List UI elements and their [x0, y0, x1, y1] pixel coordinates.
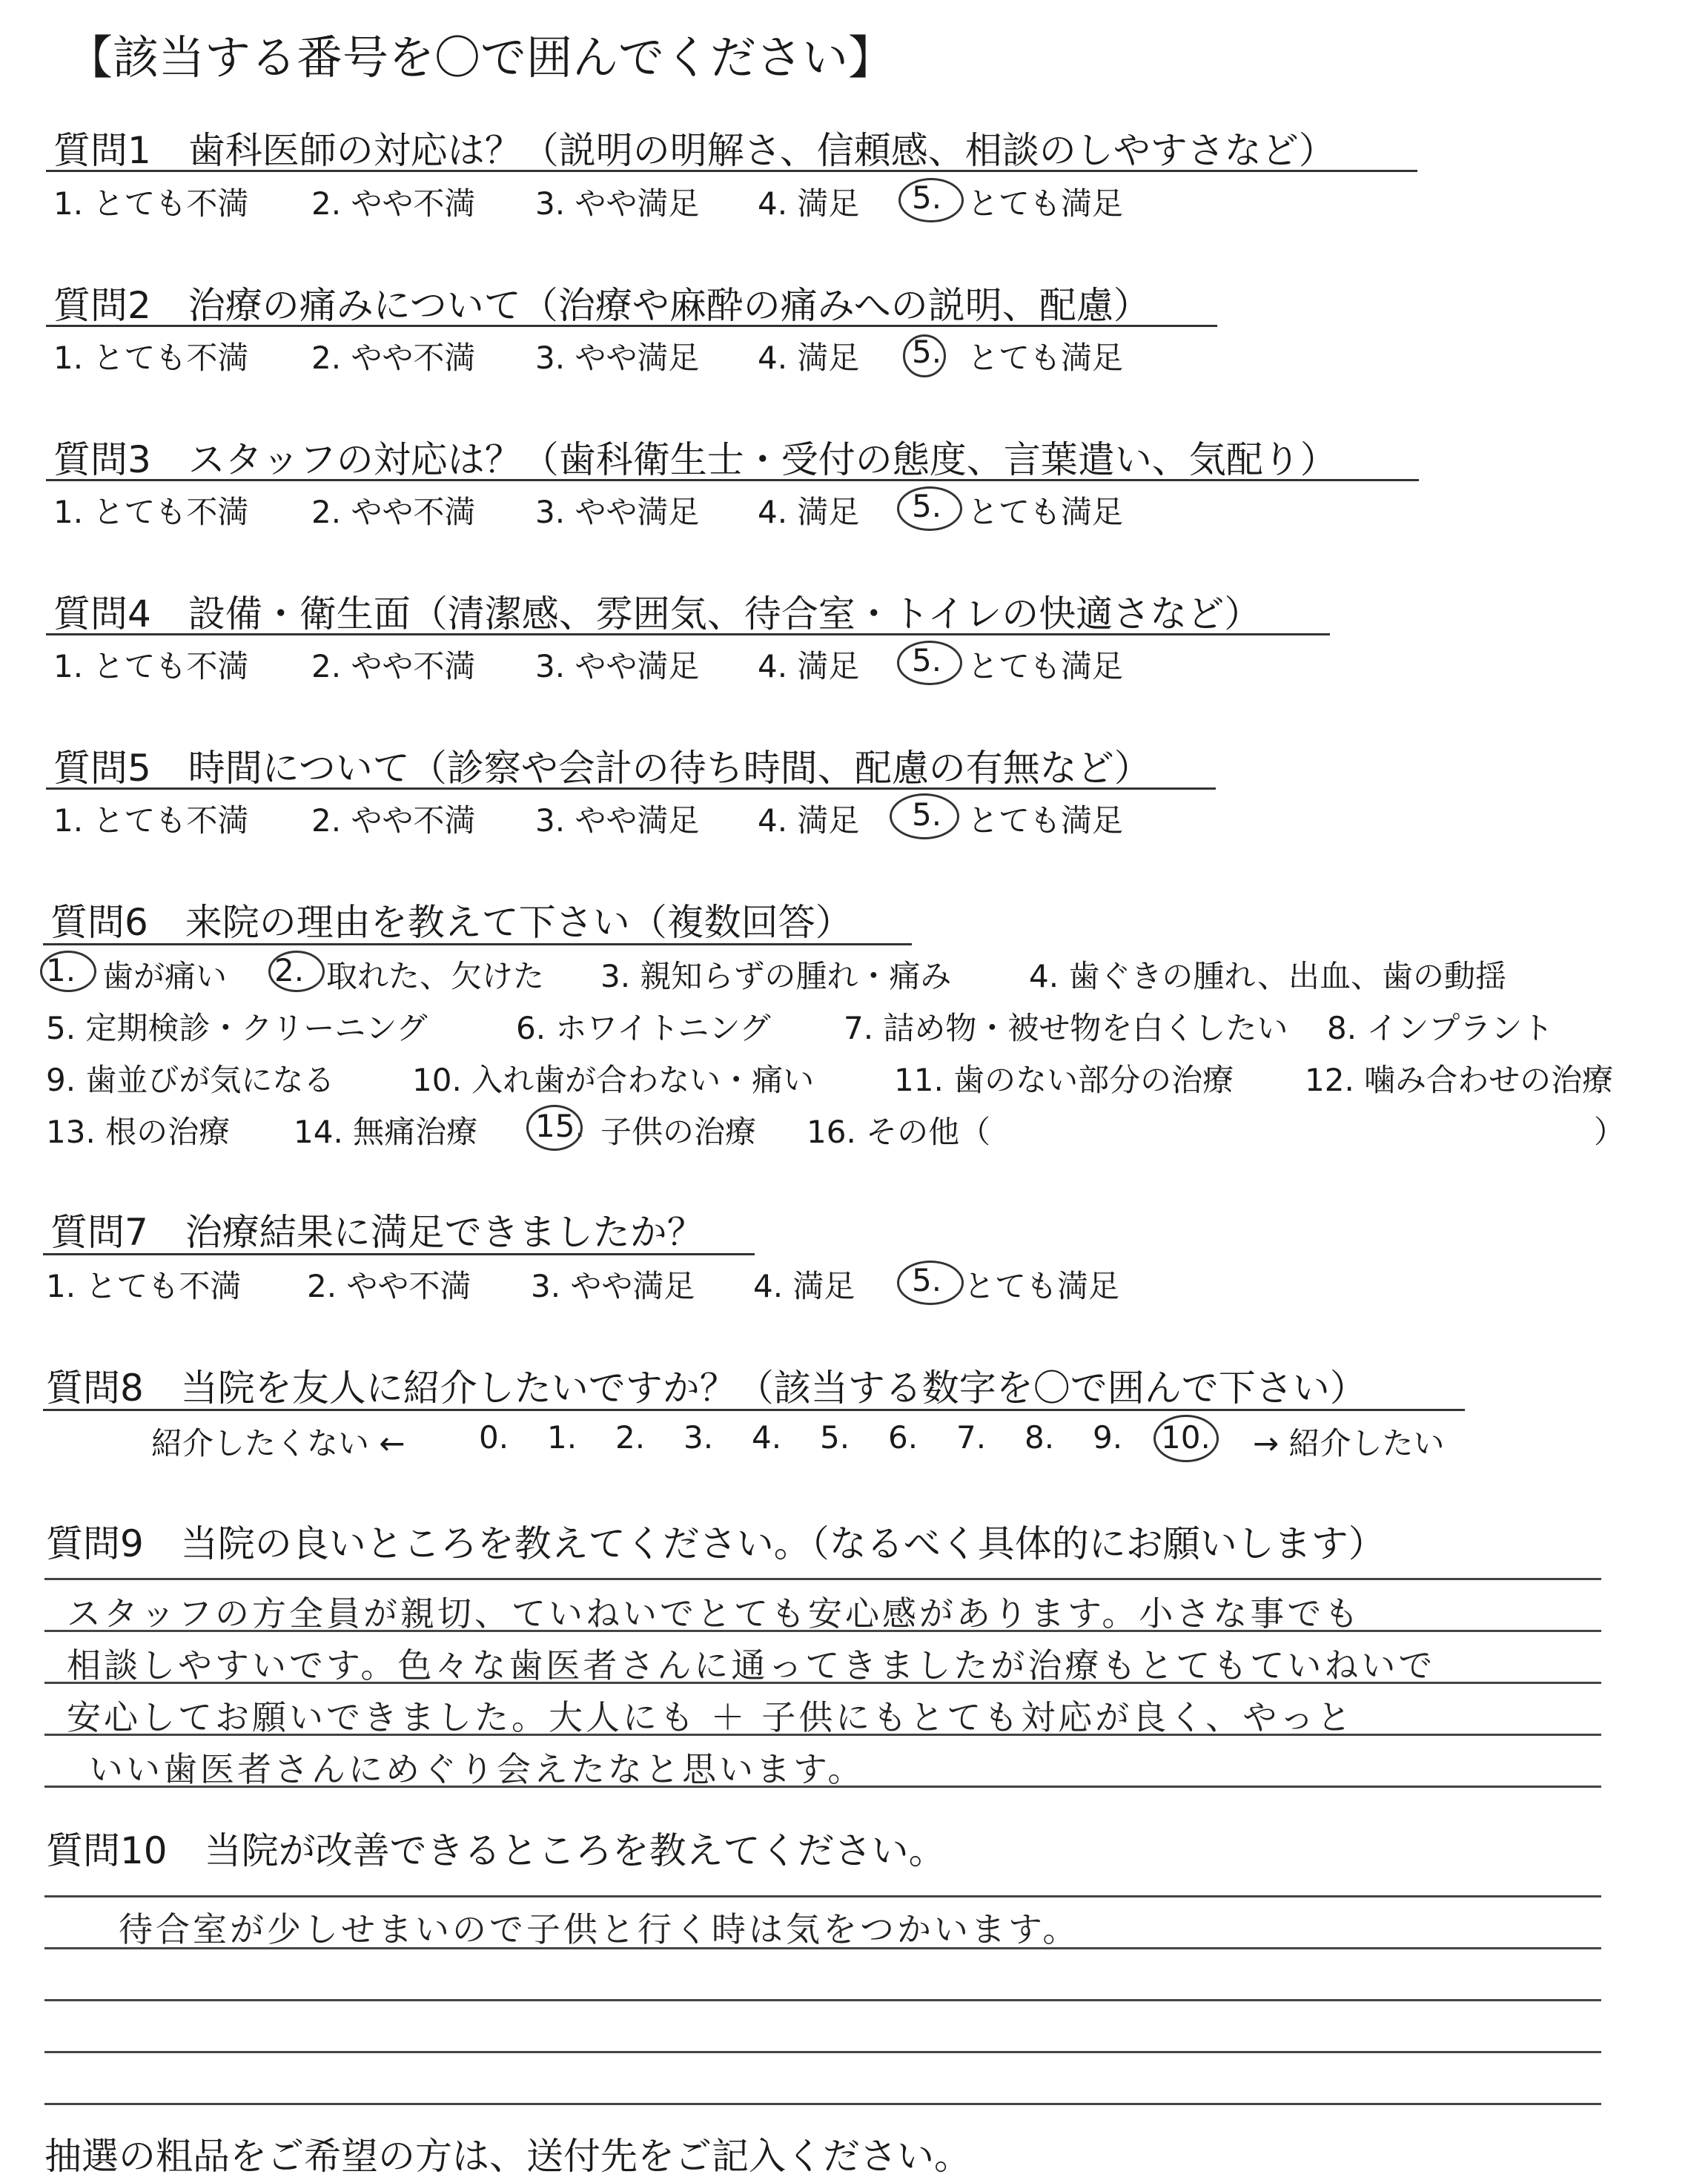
q6-option-11[interactable]: 11. 歯のない部分の治療	[894, 1062, 1234, 1098]
q1-option-2[interactable]: 2. やや不満	[311, 185, 476, 222]
q9-answer-rule-1	[44, 1578, 1601, 1580]
q8-number-6[interactable]: 6.	[888, 1419, 918, 1456]
q7-option-1[interactable]: 1. とても不満	[46, 1268, 242, 1304]
q2-option-5[interactable]: 5.	[912, 334, 942, 370]
q6-option-9[interactable]: 9. 歯並びが気になる	[46, 1062, 335, 1098]
q2-option-2[interactable]: 2. やや不満	[311, 340, 476, 376]
q6-option-16-close: ）	[1594, 1114, 1626, 1150]
q6-option-5[interactable]: 5. 定期検診・クリーニング	[46, 1010, 428, 1046]
q2-option-5-label: とても満足	[967, 340, 1124, 376]
q6-option-14[interactable]: 14. 無痛治療	[294, 1114, 478, 1150]
q6-option-2[interactable]: 2.	[274, 952, 305, 988]
q6-option-1[interactable]: 1.	[46, 952, 76, 988]
q6-selected-circle-2	[268, 951, 325, 992]
question-5-title: 質問5 時間について（診察や会計の待ち時間、配慮の有無など）	[53, 747, 1151, 790]
question-3-title: 質問3 スタッフの対応は？（歯科衛生士・受付の態度、言葉遣い、気配り）	[53, 438, 1337, 481]
q5-option-5-label: とても満足	[967, 802, 1124, 839]
q3-option-2[interactable]: 2. やや不満	[311, 494, 476, 530]
q10-answer-rule-5	[44, 2103, 1601, 2105]
q3-selected-circle	[897, 486, 962, 531]
q6-selected-circle-1	[40, 951, 96, 992]
q6-option-15-label: 子供の治療	[600, 1114, 757, 1150]
q7-option-3[interactable]: 3. やや満足	[531, 1268, 695, 1304]
q2-selected-circle	[903, 334, 946, 377]
q3-option-1[interactable]: 1. とても不満	[53, 494, 249, 530]
question-4-underline	[46, 633, 1330, 635]
q6-option-1-label: 歯が痛い	[102, 958, 228, 994]
q6-option-7[interactable]: 7. 詰め物・被せ物を白くしたい	[844, 1010, 1288, 1046]
q4-selected-circle	[897, 641, 962, 685]
q4-option-5[interactable]: 5.	[912, 642, 942, 678]
form-title: 【該当する番号を〇で囲んでください】	[67, 30, 895, 85]
q10-answer-rule-1	[44, 1895, 1601, 1897]
q7-option-2[interactable]: 2. やや不満	[307, 1268, 471, 1304]
q9-answer-line-4[interactable]: いい歯医者さんにめぐり会えたなと思います。	[89, 1749, 865, 1789]
q3-option-5[interactable]: 5.	[912, 488, 942, 524]
question-7-title: 質問7 治療結果に満足できましたか？	[50, 1211, 704, 1254]
question-2-underline	[46, 325, 1217, 327]
footer-text: 抽選の粗品をご希望の方は、送付先をご記入ください。	[44, 2135, 971, 2178]
q8-number-7[interactable]: 7.	[956, 1419, 987, 1456]
q6-option-10[interactable]: 10. 入れ歯が合わない・痛い	[412, 1062, 815, 1098]
question-5-underline	[46, 787, 1216, 790]
q8-number-3[interactable]: 3.	[683, 1419, 714, 1456]
q10-answer-rule-4	[44, 2051, 1601, 2053]
question-2-title: 質問2 治療の痛みについて（治療や麻酔の痛みへの説明、配慮）	[53, 284, 1151, 327]
q3-option-4[interactable]: 4. 満足	[758, 494, 860, 530]
q7-selected-circle	[897, 1261, 964, 1305]
q1-option-5-label: とても満足	[967, 185, 1124, 222]
q7-option-4[interactable]: 4. 満足	[753, 1268, 855, 1304]
q6-option-3[interactable]: 3. 親知らずの腫れ・痛み	[600, 958, 952, 994]
q1-option-3[interactable]: 3. やや満足	[535, 185, 700, 222]
question-10-title: 質問10 当院が改善できるところを教えてください。	[46, 1829, 946, 1872]
q9-answer-line-2[interactable]: 相談しやすいです。色々な歯医者さんに通ってきましたが治療もとてもていねいで	[67, 1645, 1436, 1685]
q8-number-2[interactable]: 2.	[615, 1419, 646, 1456]
q5-option-1[interactable]: 1. とても不満	[53, 802, 249, 839]
q6-option-8[interactable]: 8. インプラント	[1327, 1010, 1554, 1046]
q2-option-3[interactable]: 3. やや満足	[535, 340, 700, 376]
question-1-underline	[46, 170, 1417, 172]
q8-right-label: → 紹介したい	[1253, 1425, 1445, 1461]
q6-option-4[interactable]: 4. 歯ぐきの腫れ、出血、歯の動揺	[1029, 958, 1506, 994]
question-6-title: 質問6 来院の理由を教えて下さい（複数回答）	[50, 901, 853, 944]
q1-option-5[interactable]: 5.	[912, 179, 942, 216]
q10-answer-line-1[interactable]: 待合室が少しせまいので子供と行く時は気をつかいます。	[119, 1909, 1080, 1949]
q7-option-5-label: とても満足	[964, 1268, 1120, 1304]
question-9-title: 質問9 当院の良いところを教えてください。（なるべく具体的にお願いします）	[46, 1522, 1386, 1565]
question-6-underline	[43, 943, 912, 945]
q8-number-8[interactable]: 8.	[1025, 1419, 1055, 1456]
q6-option-6[interactable]: 6. ホワイトニング	[516, 1010, 771, 1046]
q4-option-4[interactable]: 4. 満足	[758, 648, 860, 684]
q1-selected-circle	[898, 178, 964, 222]
q5-option-2[interactable]: 2. やや不満	[311, 802, 476, 839]
q1-option-4[interactable]: 4. 満足	[758, 185, 860, 222]
q9-answer-line-3[interactable]: 安心してお願いできました。大人にも ＋ 子供にもとても対応が良く、やっと	[67, 1697, 1354, 1737]
q5-selected-circle	[890, 793, 959, 839]
q6-option-2-label: 取れた、欠けた	[326, 958, 545, 994]
q8-left-label: 紹介したくない ←	[151, 1425, 406, 1461]
q5-option-5[interactable]: 5.	[912, 796, 942, 833]
question-4-title: 質問4 設備・衛生面（清潔感、雰囲気、待合室・トイレの快適さなど）	[53, 592, 1262, 635]
q6-option-16[interactable]: 16. その他（	[807, 1114, 991, 1150]
q6-option-13[interactable]: 13. 根の治療	[46, 1114, 231, 1150]
q3-option-5-label: とても満足	[967, 494, 1124, 530]
q10-answer-rule-3	[44, 1999, 1601, 2001]
question-8-underline	[43, 1409, 1465, 1411]
q4-option-1[interactable]: 1. とても不満	[53, 648, 249, 684]
q2-option-1[interactable]: 1. とても不満	[53, 340, 249, 376]
q6-option-12[interactable]: 12. 噛み合わせの治療	[1305, 1062, 1614, 1098]
q8-number-9[interactable]: 9.	[1093, 1419, 1123, 1456]
q8-number-1[interactable]: 1.	[547, 1419, 577, 1456]
question-8-title: 質問8 当院を友人に紹介したいですか？（該当する数字を〇で囲んで下さい）	[46, 1367, 1367, 1410]
q8-number-5[interactable]: 5.	[820, 1419, 850, 1456]
q3-option-3[interactable]: 3. やや満足	[535, 494, 700, 530]
q5-option-4[interactable]: 4. 満足	[758, 802, 860, 839]
q1-option-1[interactable]: 1. とても不満	[53, 185, 249, 222]
q8-number-10[interactable]: 10.	[1161, 1419, 1211, 1456]
question-7-underline	[43, 1253, 755, 1255]
question-1-title: 質問1 歯科医師の対応は？（説明の明解さ、信頼感、相談のしやすさなど）	[53, 129, 1336, 172]
q8-number-4[interactable]: 4.	[752, 1419, 782, 1456]
q4-option-3[interactable]: 3. やや満足	[535, 648, 700, 684]
q8-number-0[interactable]: 0.	[479, 1419, 509, 1456]
q7-option-5[interactable]: 5.	[912, 1262, 942, 1298]
q6-option-15[interactable]: 15.	[535, 1108, 585, 1144]
q5-option-3[interactable]: 3. やや満足	[535, 802, 700, 839]
q8-selected-circle	[1153, 1415, 1219, 1462]
q4-option-2[interactable]: 2. やや不満	[311, 648, 476, 684]
q4-option-5-label: とても満足	[967, 648, 1124, 684]
q9-answer-line-1[interactable]: スタッフの方全員が親切、ていねいでとても安心感があります。小さな事でも	[67, 1593, 1362, 1634]
q6-selected-circle-15	[526, 1105, 583, 1151]
q2-option-4[interactable]: 4. 満足	[758, 340, 860, 376]
question-3-underline	[46, 479, 1419, 481]
